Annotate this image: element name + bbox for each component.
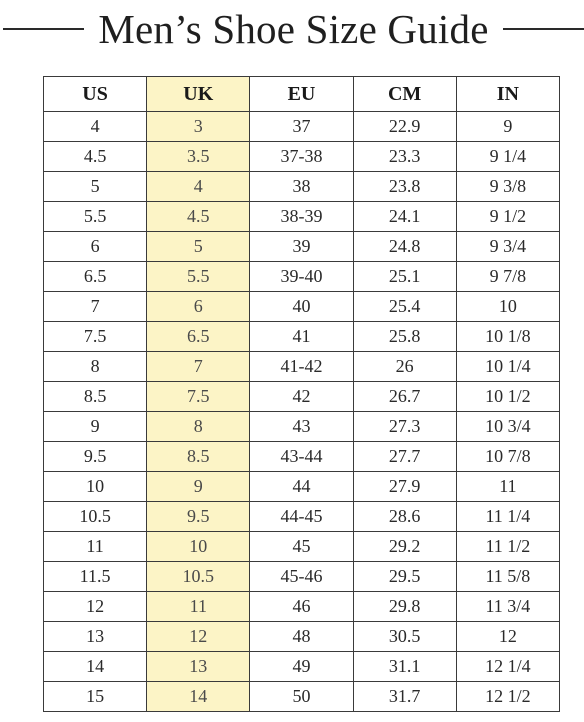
cell-in: 11 3/4 bbox=[456, 592, 559, 622]
cell-uk: 4 bbox=[147, 172, 250, 202]
cell-cm: 30.5 bbox=[353, 622, 456, 652]
cell-cm: 23.8 bbox=[353, 172, 456, 202]
cell-us: 6.5 bbox=[44, 262, 147, 292]
cell-cm: 27.9 bbox=[353, 472, 456, 502]
cell-uk: 12 bbox=[147, 622, 250, 652]
cell-eu: 45-46 bbox=[250, 562, 353, 592]
cell-us: 12 bbox=[44, 592, 147, 622]
cell-us: 4.5 bbox=[44, 142, 147, 172]
cell-uk: 10 bbox=[147, 532, 250, 562]
cell-in: 10 bbox=[456, 292, 559, 322]
cell-uk: 6 bbox=[147, 292, 250, 322]
cell-us: 8 bbox=[44, 352, 147, 382]
cell-in: 11 5/8 bbox=[456, 562, 559, 592]
cell-us: 15 bbox=[44, 682, 147, 712]
cell-in: 10 7/8 bbox=[456, 442, 559, 472]
cell-cm: 22.9 bbox=[353, 112, 456, 142]
cell-cm: 25.1 bbox=[353, 262, 456, 292]
cell-eu: 38 bbox=[250, 172, 353, 202]
cell-eu: 41 bbox=[250, 322, 353, 352]
cell-eu: 41-42 bbox=[250, 352, 353, 382]
table-row bbox=[44, 682, 560, 712]
table-row bbox=[44, 232, 560, 262]
cell-eu: 39-40 bbox=[250, 262, 353, 292]
cell-cm: 26.7 bbox=[353, 382, 456, 412]
cell-eu: 37-38 bbox=[250, 142, 353, 172]
cell-eu: 44 bbox=[250, 472, 353, 502]
table-row bbox=[44, 622, 560, 652]
cell-cm: 27.7 bbox=[353, 442, 456, 472]
cell-eu: 49 bbox=[250, 652, 353, 682]
table-row bbox=[44, 202, 560, 232]
column-header-eu: EU bbox=[250, 77, 353, 112]
title-rule-left bbox=[3, 28, 84, 30]
cell-uk: 5 bbox=[147, 232, 250, 262]
column-header-cm: CM bbox=[353, 77, 456, 112]
cell-cm: 31.1 bbox=[353, 652, 456, 682]
table-row bbox=[44, 352, 560, 382]
cell-in: 11 1/4 bbox=[456, 502, 559, 532]
cell-uk: 9.5 bbox=[147, 502, 250, 532]
table-header-row bbox=[44, 77, 560, 112]
cell-in: 10 1/8 bbox=[456, 322, 559, 352]
cell-in: 9 1/2 bbox=[456, 202, 559, 232]
cell-eu: 46 bbox=[250, 592, 353, 622]
cell-us: 14 bbox=[44, 652, 147, 682]
cell-uk: 8.5 bbox=[147, 442, 250, 472]
cell-eu: 44-45 bbox=[250, 502, 353, 532]
cell-us: 7 bbox=[44, 292, 147, 322]
cell-eu: 40 bbox=[250, 292, 353, 322]
cell-us: 10.5 bbox=[44, 502, 147, 532]
cell-us: 11 bbox=[44, 532, 147, 562]
cell-in: 9 3/8 bbox=[456, 172, 559, 202]
cell-uk: 14 bbox=[147, 682, 250, 712]
cell-eu: 43 bbox=[250, 412, 353, 442]
cell-cm: 26 bbox=[353, 352, 456, 382]
cell-in: 11 1/2 bbox=[456, 532, 559, 562]
cell-eu: 37 bbox=[250, 112, 353, 142]
table-row bbox=[44, 532, 560, 562]
cell-uk: 3 bbox=[147, 112, 250, 142]
cell-uk: 11 bbox=[147, 592, 250, 622]
table-row bbox=[44, 442, 560, 472]
cell-cm: 25.8 bbox=[353, 322, 456, 352]
table-row bbox=[44, 142, 560, 172]
cell-cm: 31.7 bbox=[353, 682, 456, 712]
cell-in: 11 bbox=[456, 472, 559, 502]
table-row bbox=[44, 592, 560, 622]
cell-us: 6 bbox=[44, 232, 147, 262]
page-title: Men’s Shoe Size Guide bbox=[98, 5, 489, 52]
cell-in: 9 bbox=[456, 112, 559, 142]
cell-in: 10 1/4 bbox=[456, 352, 559, 382]
cell-uk: 9 bbox=[147, 472, 250, 502]
cell-in: 9 7/8 bbox=[456, 262, 559, 292]
cell-in: 10 1/2 bbox=[456, 382, 559, 412]
table-row bbox=[44, 322, 560, 352]
cell-uk: 10.5 bbox=[147, 562, 250, 592]
cell-us: 10 bbox=[44, 472, 147, 502]
cell-us: 7.5 bbox=[44, 322, 147, 352]
cell-uk: 8 bbox=[147, 412, 250, 442]
table-row bbox=[44, 382, 560, 412]
column-header-uk: UK bbox=[147, 77, 250, 112]
column-header-in: IN bbox=[456, 77, 559, 112]
cell-uk: 7.5 bbox=[147, 382, 250, 412]
title-bar bbox=[0, 0, 584, 58]
cell-cm: 29.2 bbox=[353, 532, 456, 562]
table-row bbox=[44, 262, 560, 292]
cell-cm: 25.4 bbox=[353, 292, 456, 322]
table-row bbox=[44, 112, 560, 142]
cell-eu: 48 bbox=[250, 622, 353, 652]
table-row bbox=[44, 472, 560, 502]
cell-in: 12 1/4 bbox=[456, 652, 559, 682]
cell-eu: 43-44 bbox=[250, 442, 353, 472]
size-table bbox=[43, 76, 560, 712]
cell-eu: 50 bbox=[250, 682, 353, 712]
table-row bbox=[44, 412, 560, 442]
column-header-us: US bbox=[44, 77, 147, 112]
cell-uk: 7 bbox=[147, 352, 250, 382]
title-rule-right bbox=[503, 28, 584, 30]
cell-us: 8.5 bbox=[44, 382, 147, 412]
cell-us: 13 bbox=[44, 622, 147, 652]
cell-in: 10 3/4 bbox=[456, 412, 559, 442]
cell-cm: 29.8 bbox=[353, 592, 456, 622]
cell-us: 11.5 bbox=[44, 562, 147, 592]
cell-us: 5.5 bbox=[44, 202, 147, 232]
table-body bbox=[44, 112, 560, 712]
cell-cm: 24.1 bbox=[353, 202, 456, 232]
cell-in: 12 1/2 bbox=[456, 682, 559, 712]
cell-uk: 4.5 bbox=[147, 202, 250, 232]
cell-us: 9 bbox=[44, 412, 147, 442]
table-row bbox=[44, 562, 560, 592]
cell-uk: 3.5 bbox=[147, 142, 250, 172]
cell-us: 9.5 bbox=[44, 442, 147, 472]
cell-eu: 45 bbox=[250, 532, 353, 562]
cell-uk: 6.5 bbox=[147, 322, 250, 352]
cell-cm: 24.8 bbox=[353, 232, 456, 262]
cell-in: 12 bbox=[456, 622, 559, 652]
cell-cm: 28.6 bbox=[353, 502, 456, 532]
table-row bbox=[44, 292, 560, 322]
cell-eu: 39 bbox=[250, 232, 353, 262]
cell-in: 9 3/4 bbox=[456, 232, 559, 262]
table-row bbox=[44, 172, 560, 202]
table-row bbox=[44, 502, 560, 532]
cell-us: 5 bbox=[44, 172, 147, 202]
cell-cm: 23.3 bbox=[353, 142, 456, 172]
cell-cm: 27.3 bbox=[353, 412, 456, 442]
cell-eu: 38-39 bbox=[250, 202, 353, 232]
cell-cm: 29.5 bbox=[353, 562, 456, 592]
table-row bbox=[44, 652, 560, 682]
cell-eu: 42 bbox=[250, 382, 353, 412]
cell-uk: 13 bbox=[147, 652, 250, 682]
cell-us: 4 bbox=[44, 112, 147, 142]
cell-in: 9 1/4 bbox=[456, 142, 559, 172]
cell-uk: 5.5 bbox=[147, 262, 250, 292]
